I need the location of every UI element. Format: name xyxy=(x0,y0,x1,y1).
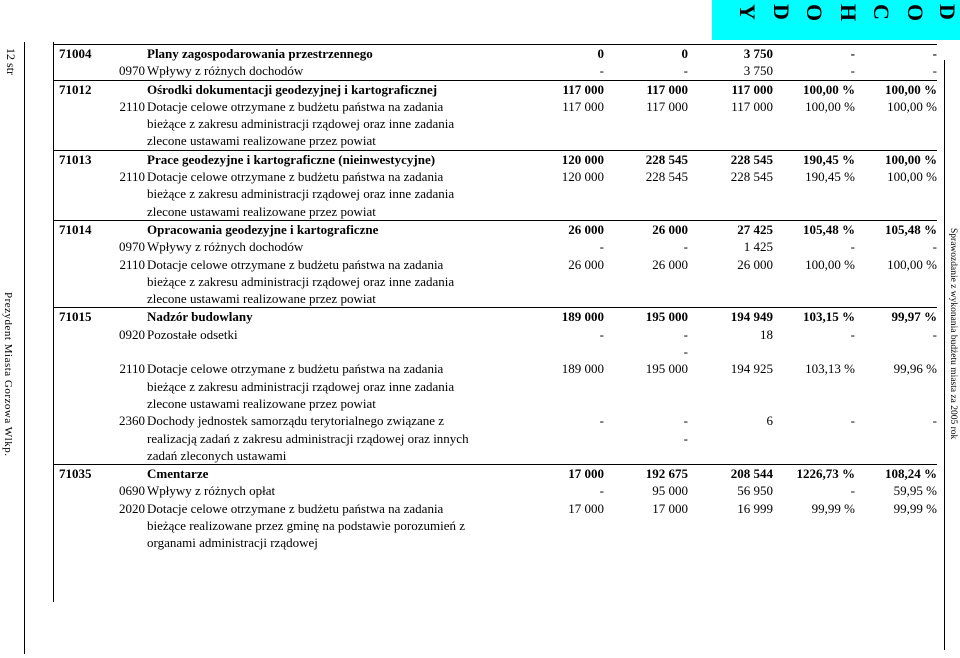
value-cell-5: - xyxy=(932,413,937,429)
left-margin-line xyxy=(24,42,25,654)
paragraph-code: 2110 xyxy=(119,256,145,272)
paragraph-code: 2110 xyxy=(119,361,145,377)
value-cell-5: - xyxy=(932,239,937,255)
value-cell-2: 95 000 xyxy=(652,483,688,499)
value-cell-1: 17 000 xyxy=(568,466,604,482)
section-label-dochody xyxy=(712,0,960,40)
paragraph-row xyxy=(53,98,937,150)
page-number: 12 str xyxy=(4,48,18,75)
paragraph-code: 2110 xyxy=(119,98,145,114)
value-cell-3: 194 949 xyxy=(730,309,773,325)
description-line: Wpływy z różnych dochodów xyxy=(147,63,304,79)
value-cell-5: 99,97 % xyxy=(891,309,937,325)
value-cell-2: 228 545 xyxy=(645,151,688,167)
value-cell-5: - xyxy=(932,326,937,342)
paragraph-spacer xyxy=(53,412,103,464)
description-line: Opracowania geodezyjne i kartograficzne xyxy=(147,221,379,237)
value-cell-5: 108,24 % xyxy=(885,466,937,482)
paragraph-row xyxy=(53,412,937,464)
value-cell-3: 18 xyxy=(760,326,773,342)
description-line: zlecone ustawami realizowane przez powiat xyxy=(147,203,376,219)
value-cell-1: - xyxy=(599,413,604,429)
paragraph-spacer xyxy=(53,238,103,255)
value-cell-3: 27 425 xyxy=(737,221,773,237)
value-cell-2: - - xyxy=(683,326,688,360)
value-cell-4: 100,00 % xyxy=(805,98,855,114)
paragraph-code xyxy=(103,45,147,62)
row-description xyxy=(147,45,540,62)
paragraph-spacer xyxy=(53,500,103,552)
value-cell-2: 117 000 xyxy=(646,81,688,97)
paragraph-row xyxy=(53,238,937,255)
chapter-code: 71014 xyxy=(59,221,92,237)
value-cell-5: 100,00 % xyxy=(885,151,937,167)
value-cell-2: - - xyxy=(683,413,688,446)
value-cell-2: - xyxy=(683,63,688,79)
paragraph-row xyxy=(53,360,937,412)
description-line: zlecone ustawami realizowane przez powiat xyxy=(147,395,376,411)
value-cell-2: 228 545 xyxy=(645,169,688,185)
section-letter: O xyxy=(903,4,928,22)
value-cell-3: 3 750 xyxy=(743,63,773,79)
report-title: Sprawozdanie z wykonania budżetu miasta za 2005 rok xyxy=(948,228,958,440)
row-description xyxy=(147,465,540,482)
row-description xyxy=(147,238,540,255)
description-line: Cmentarze xyxy=(147,466,209,482)
chapter-code: 71012 xyxy=(59,81,92,97)
description-line: Wpływy z różnych opłat xyxy=(147,483,276,499)
description-line: bieżące realizowane przez gminę na podstawie porozumień z xyxy=(147,518,465,534)
section-letter: D xyxy=(935,4,960,20)
description-line: realizacją zadań z zakresu administracji rządowej oraz innych xyxy=(147,430,469,446)
chapter-row xyxy=(53,80,937,98)
row-description xyxy=(147,360,540,412)
value-cell-1: 117 000 xyxy=(562,81,604,97)
row-description xyxy=(147,221,540,238)
right-margin-line xyxy=(944,60,945,650)
value-cell-4: 103,13 % xyxy=(805,361,855,377)
paragraph-spacer xyxy=(53,482,103,499)
description-line: Dotacje celowe otrzymane z budżetu państwa na zadania xyxy=(147,256,444,272)
value-cell-4: 190,45 % xyxy=(803,151,855,167)
row-description xyxy=(147,500,540,552)
value-cell-2: 192 675 xyxy=(645,466,688,482)
paragraph-spacer xyxy=(53,168,103,220)
paragraph-row xyxy=(53,482,937,499)
paragraph-code: 2360 xyxy=(119,413,145,429)
value-cell-3: 6 xyxy=(766,413,773,429)
paragraph-row xyxy=(53,326,937,361)
chapter-row xyxy=(53,307,937,325)
description-line: Plany zagospodarowania przestrzennego xyxy=(147,46,373,61)
author-caption: Prezydent Miasta Gorzowa Wlkp. xyxy=(2,292,14,457)
description-line: bieżące z zakresu administracji rządowej oraz inne zadania xyxy=(147,186,455,202)
value-cell-2: - xyxy=(683,239,688,255)
paragraph-spacer xyxy=(53,62,103,79)
value-cell-3: 1 425 xyxy=(743,239,773,255)
value-cell-1: 189 000 xyxy=(561,309,604,325)
row-description xyxy=(147,256,540,308)
budget-table xyxy=(53,44,937,552)
description-line: bieżące z zakresu administracji rządowej oraz inne zadania xyxy=(147,273,455,289)
value-cell-1: 120 000 xyxy=(561,151,604,167)
value-cell-5: 99,99 % xyxy=(893,500,937,516)
value-cell-2: 17 000 xyxy=(652,500,688,516)
value-cell-4: 100,00 % xyxy=(803,81,855,97)
value-cell-1: - xyxy=(599,326,604,342)
description-line: zlecone ustawami realizowane przez powiat xyxy=(147,291,376,307)
description-line: bieżące z zakresu administracji rządowej oraz inne zadania xyxy=(147,116,455,132)
row-description xyxy=(147,151,540,168)
value-cell-2: 26 000 xyxy=(652,256,688,272)
value-cell-3: 26 000 xyxy=(737,256,773,272)
paragraph-row xyxy=(53,256,937,308)
value-cell-1: - xyxy=(599,483,604,499)
paragraph-code xyxy=(103,308,147,325)
description-line: zlecone ustawami realizowane przez powiat xyxy=(147,133,376,149)
paragraph-code: 2110 xyxy=(119,169,145,185)
row-description xyxy=(147,326,540,361)
description-line: bieżące z zakresu administracji rządowej oraz inne zadania xyxy=(147,378,455,394)
value-cell-5: 99,96 % xyxy=(893,361,937,377)
value-cell-4: - xyxy=(850,413,855,429)
row-description xyxy=(147,62,540,79)
value-cell-2: 195 000 xyxy=(645,309,688,325)
description-line: Dotacje celowe otrzymane z budżetu państwa na zadania xyxy=(147,98,444,114)
value-cell-4: - xyxy=(850,326,855,342)
paragraph-row xyxy=(53,62,937,79)
section-letter: C xyxy=(869,4,894,20)
value-cell-1: 26 000 xyxy=(568,256,604,272)
description-line: Prace geodezyjne i kartograficzne (nieinwestycyjne) xyxy=(147,151,436,167)
description-line: zadań zleconych ustawami xyxy=(147,447,287,463)
chapter-code: 71013 xyxy=(59,151,92,167)
value-cell-2: 0 xyxy=(681,46,688,61)
value-cell-4: - xyxy=(850,239,855,255)
row-description xyxy=(147,308,540,325)
value-cell-5: 59,95 % xyxy=(893,483,937,499)
value-cell-5: 100,00 % xyxy=(885,81,937,97)
value-cell-4: - xyxy=(850,46,855,61)
chapter-row xyxy=(53,464,937,482)
chapter-code: 71035 xyxy=(59,466,92,482)
value-cell-1: - xyxy=(599,239,604,255)
chapter-row xyxy=(53,150,937,168)
paragraph-spacer xyxy=(53,360,103,412)
row-description xyxy=(147,81,540,98)
paragraph-code xyxy=(103,221,147,238)
value-cell-4: 100,00 % xyxy=(805,256,855,272)
section-letter: O xyxy=(802,4,827,22)
value-cell-5: - xyxy=(932,63,937,79)
paragraph-code xyxy=(103,465,147,482)
value-cell-3: 194 925 xyxy=(730,361,773,377)
value-cell-4: 103,15 % xyxy=(803,309,855,325)
value-cell-3: 208 544 xyxy=(730,466,773,482)
chapter-code: 71004 xyxy=(59,46,92,61)
section-letter: D xyxy=(769,4,794,20)
value-cell-4: 1226,73 % xyxy=(796,466,855,482)
value-cell-4: - xyxy=(850,483,855,499)
value-cell-3: 228 545 xyxy=(730,169,773,185)
chapter-row xyxy=(53,220,937,238)
value-cell-1: 117 000 xyxy=(562,98,604,114)
value-cell-3: 117 000 xyxy=(731,98,773,114)
paragraph-spacer xyxy=(53,326,103,361)
paragraph-code: 0920 xyxy=(119,326,145,342)
description-line: Dotacje celowe otrzymane z budżetu państwa na zadania xyxy=(147,361,444,377)
value-cell-4: - xyxy=(850,63,855,79)
value-cell-3: 117 000 xyxy=(731,81,773,97)
row-description xyxy=(147,98,540,150)
value-cell-5: 100,00 % xyxy=(887,169,937,185)
paragraph-row xyxy=(53,168,937,220)
paragraph-code xyxy=(103,151,147,168)
section-letter: H xyxy=(836,4,861,22)
paragraph-row xyxy=(53,500,937,552)
chapter-row xyxy=(53,44,937,62)
value-cell-4: 190,45 % xyxy=(805,169,855,185)
paragraph-spacer xyxy=(53,256,103,308)
value-cell-1: 17 000 xyxy=(568,500,604,516)
paragraph-spacer xyxy=(53,98,103,150)
paragraph-code: 0970 xyxy=(119,63,145,79)
description-line: organami administracji rządowej xyxy=(147,535,318,551)
description-line: Ośrodki dokumentacji geodezyjnej i kartograficznej xyxy=(147,81,438,97)
description-line: Wpływy z różnych dochodów xyxy=(147,239,304,255)
value-cell-3: 228 545 xyxy=(730,151,773,167)
description-line: Nadzór budowlany xyxy=(147,309,253,325)
value-cell-5: 100,00 % xyxy=(887,256,937,272)
value-cell-3: 56 950 xyxy=(737,483,773,499)
chapter-code: 71015 xyxy=(59,309,92,325)
description-line: Dochody jednostek samorządu terytorialnego związane z xyxy=(147,413,445,429)
value-cell-5: 105,48 % xyxy=(885,221,937,237)
description-line: Dotacje celowe otrzymane z budżetu państwa na zadania xyxy=(147,169,444,185)
paragraph-code: 0690 xyxy=(119,483,145,499)
description-line: Pozostałe odsetki xyxy=(147,326,238,342)
value-cell-4: 105,48 % xyxy=(803,221,855,237)
section-letter: Y xyxy=(735,4,760,20)
paragraph-code: 2020 xyxy=(119,500,145,516)
paragraph-code xyxy=(103,81,147,98)
row-description xyxy=(147,168,540,220)
value-cell-3: 16 999 xyxy=(737,500,773,516)
value-cell-1: 26 000 xyxy=(568,221,604,237)
value-cell-5: 100,00 % xyxy=(887,98,937,114)
row-description xyxy=(147,412,540,464)
row-description xyxy=(147,482,540,499)
value-cell-2: 26 000 xyxy=(652,221,688,237)
value-cell-1: 0 xyxy=(597,46,604,61)
value-cell-1: - xyxy=(599,63,604,79)
paragraph-code: 0970 xyxy=(119,239,145,255)
value-cell-2: 195 000 xyxy=(645,361,688,377)
value-cell-3: 3 750 xyxy=(743,46,773,61)
value-cell-5: - xyxy=(932,46,937,61)
value-cell-1: 120 000 xyxy=(561,169,604,185)
value-cell-1: 189 000 xyxy=(561,361,604,377)
description-line: Dotacje celowe otrzymane z budżetu państwa na zadania xyxy=(147,500,444,516)
value-cell-2: 117 000 xyxy=(646,98,688,114)
value-cell-4: 99,99 % xyxy=(811,500,855,516)
